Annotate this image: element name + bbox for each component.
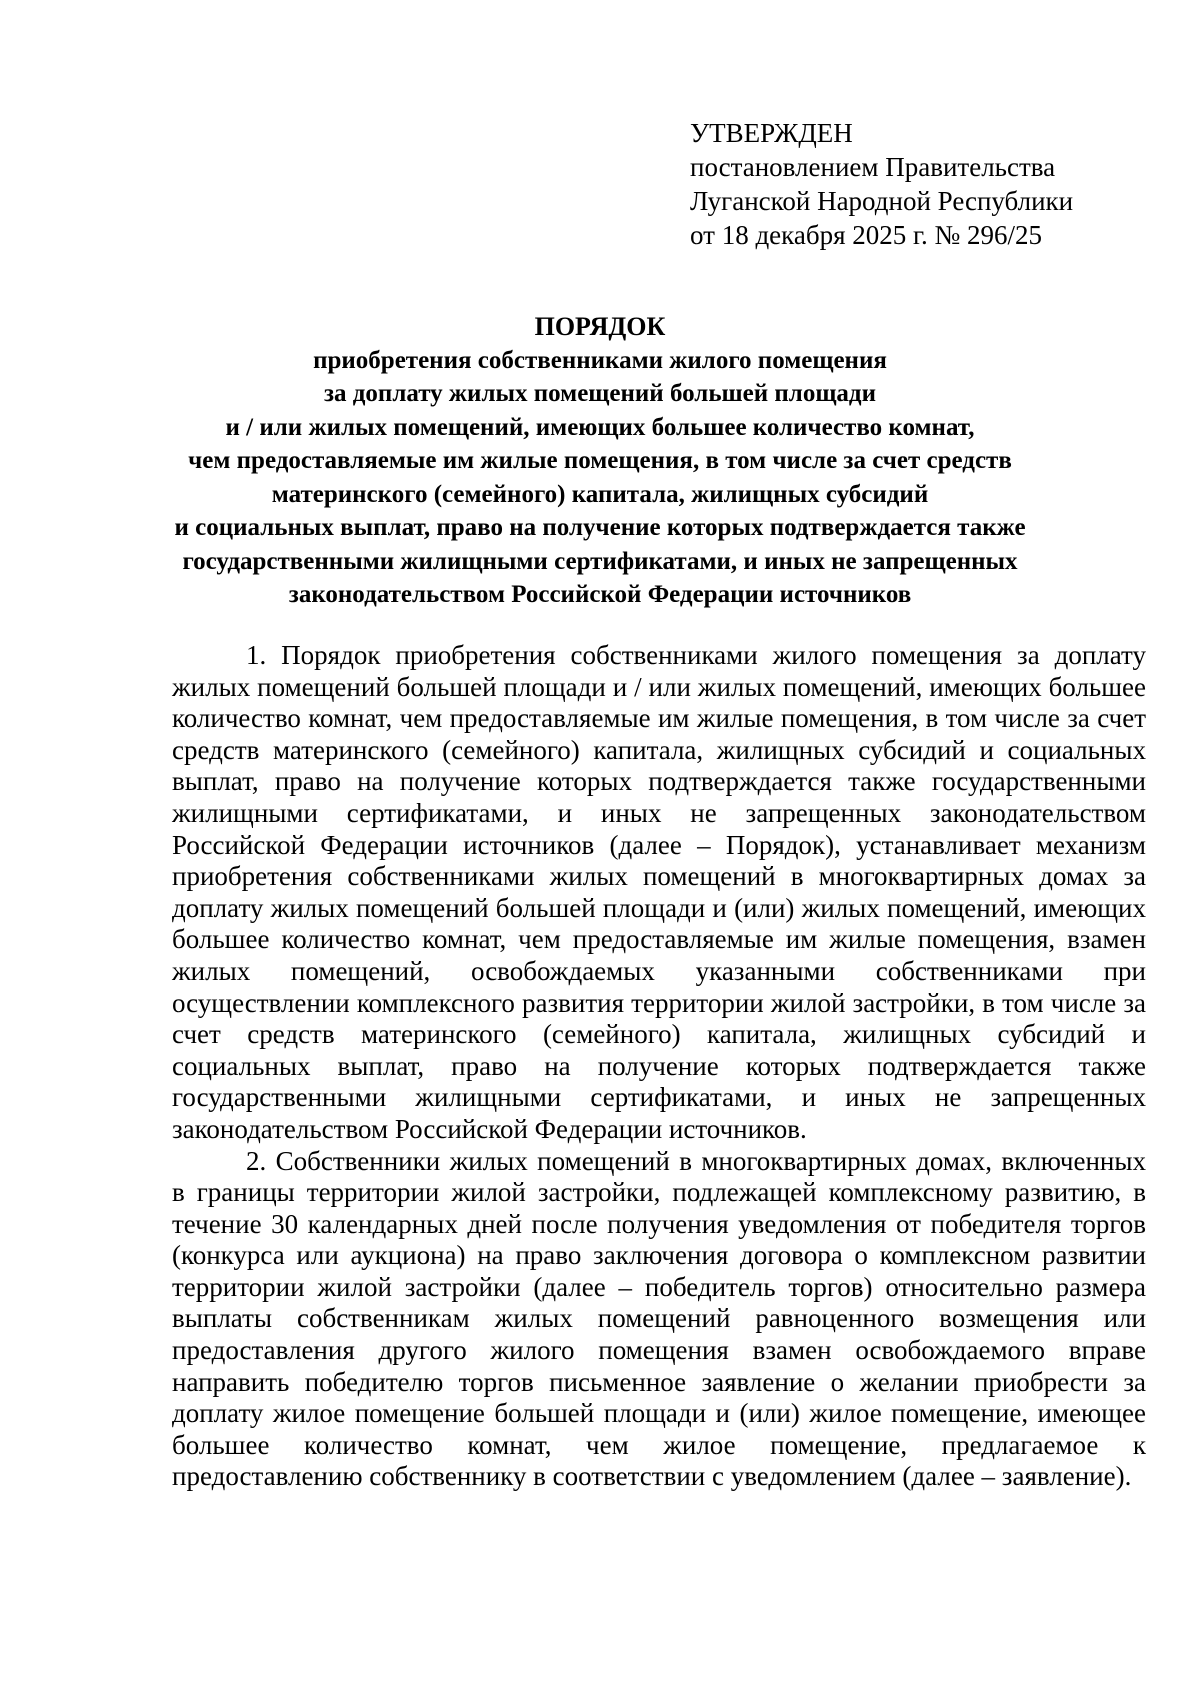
title-line: и / или жилых помещений, имеющих большее количество комнат, — [225, 413, 975, 441]
approval-line-date-number: от 18 декабря 2025 г. № 296/25 — [690, 220, 1043, 250]
approval-stamp-block — [690, 116, 1170, 252]
approval-line-resolution: постановлением Правительства — [690, 152, 1056, 182]
paragraph-1: 1. Порядок приобретения собственниками жилого помещения за доплату жилых помещений большей площади и / или жилых помещений, имеющих большее количество комнат, чем предоставляемые им жилые помещения, в том числе за счет средств материнского (семейного) капитала, жилищных субсидий и социальных выплат, право на получение которых подтверждается также государственными жилищными сертификатами, и иных не запрещенных законодательством Российской Федерации источников (далее – Порядок), устанавливает механизм приобретения собственниками жилых помещений в многоквартирных домах за доплату жилых помещений большей площади и (или) жилых помещений, имеющих большее количество комнат, чем предоставляемые им жилые помещения, взамен жилых помещений, освобождаемых указанными собственниками при осуществлении комплексного развития территории жилой застройки, в том числе за счет средств материнского (семейного) капитала, жилищных субсидий и социальных выплат, право на получение которых подтверждается также государственными жилищными сертификатами, и иных не запрещенных законодательством Российской Федерации источников. — [172, 640, 1146, 1144]
title-line: приобретения собственниками жилого помещения — [313, 346, 887, 374]
title-line: и социальных выплат, право на получение которых подтверждается также — [174, 514, 1026, 541]
title-line: государственными жилищными сертификатами, и иных не запрещенных — [182, 547, 1018, 575]
title-line: материнского (семейного) капитала, жилищных субсидий — [271, 480, 929, 508]
title-line: за доплату жилых помещений большей площади — [323, 380, 876, 407]
document-title: ПОРЯДОК — [534, 312, 666, 341]
approval-heading: УТВЕРЖДЕН — [690, 118, 853, 148]
approval-line-republic: Луганской Народной Республики — [690, 186, 1074, 216]
title-line: законодательством Российской Федерации источников — [288, 581, 912, 608]
document-title-block — [150, 310, 1050, 612]
title-line: чем предоставляемые им жилые помещения, в том числе за счет средств — [188, 447, 1012, 474]
document-body — [172, 640, 1146, 1493]
paragraph-2: 2. Собственники жилых помещений в многоквартирных домах, включенных в границы территории жилой застройки, подлежащей комплексному развитию, в течение 30 календарных дней после получения уведомления от победителя торгов (конкурса или аукциона) на право заключения договора о комплексном развитии территории жилой застройки (далее – победитель торгов) относительно размера выплаты собственникам жилых помещений равноценного возмещения или предоставления другого жилого помещения взамен освобождаемого вправе направить победителю торгов письменное заявление о желании приобрести за доплату жилое помещение большей площади и (или) жилое помещение, имеющее большее количество комнат, чем жилое помещение, предлагаемое к предоставлению собственнику в соответствии с уведомлением (далее – заявление). — [172, 1145, 1146, 1492]
